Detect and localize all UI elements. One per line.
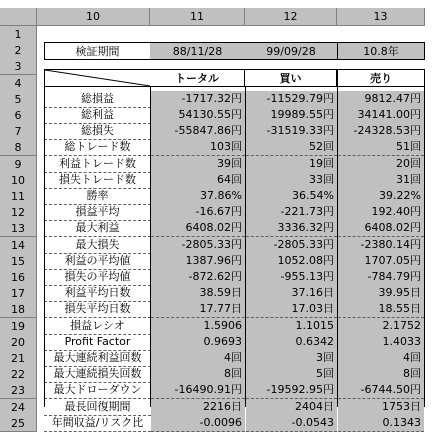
metric-buy-value[interactable]: 37.16日 xyxy=(246,285,337,302)
table-left-border xyxy=(44,87,45,407)
metric-buy-value[interactable]: 33回 xyxy=(246,172,337,189)
metric-buy-value[interactable]: 17.03日 xyxy=(246,301,337,318)
metric-total-value[interactable]: 2216日 xyxy=(151,399,245,416)
metric-total-value[interactable]: -872.62円 xyxy=(151,269,245,286)
metric-sell-value[interactable]: -2380.14円 xyxy=(338,237,424,254)
metric-total-value[interactable]: 4回 xyxy=(151,350,245,367)
row-header-12[interactable]: 12 xyxy=(0,204,37,221)
metric-total-value[interactable]: -16.67円 xyxy=(151,204,245,221)
metric-total-value[interactable]: -16490.91円 xyxy=(151,382,245,399)
metric-sell-value[interactable]: 4回 xyxy=(338,350,424,367)
metric-sell-value[interactable]: 18.55日 xyxy=(338,301,424,318)
metric-label[interactable]: 損失平均日数 xyxy=(44,301,151,318)
metric-total-value[interactable]: -2805.33円 xyxy=(151,237,245,254)
header-diagonal-cell[interactable] xyxy=(44,69,151,87)
header-total[interactable]: トータル xyxy=(150,69,245,87)
period-label[interactable]: 検証期間 xyxy=(44,42,151,60)
row-header-21[interactable]: 21 xyxy=(0,350,37,367)
metric-total-value[interactable]: 1387.96円 xyxy=(151,253,245,270)
metric-label[interactable]: 勝率 xyxy=(44,188,151,205)
metric-total-value[interactable]: 103回 xyxy=(151,139,245,156)
row-header-23[interactable]: 23 xyxy=(0,382,37,399)
metric-buy-value[interactable]: 52回 xyxy=(246,139,337,156)
metric-total-value[interactable]: 8回 xyxy=(151,366,245,383)
row-header-22[interactable]: 22 xyxy=(0,366,37,383)
metric-label[interactable]: 利益平均日数 xyxy=(44,285,151,302)
metric-total-value[interactable]: 54130.55円 xyxy=(151,107,245,124)
header-sell[interactable]: 売り xyxy=(337,69,425,87)
table-col-divider-1 xyxy=(150,87,151,407)
metric-label[interactable]: 利益の平均値 xyxy=(44,253,151,270)
metric-total-value[interactable]: 64回 xyxy=(151,172,245,189)
table-col-divider-2 xyxy=(245,87,246,407)
diagonal-line xyxy=(45,70,150,86)
row-header-15[interactable]: 15 xyxy=(0,253,37,270)
metric-label[interactable]: 最長回復期間 xyxy=(44,399,151,416)
row-header-6[interactable]: 6 xyxy=(0,107,37,124)
metric-label[interactable]: 損失トレード数 xyxy=(44,172,151,189)
row-header-10[interactable]: 10 xyxy=(0,172,37,189)
metric-sell-value[interactable]: 9812.47円 xyxy=(338,91,424,108)
period-start[interactable]: 88/11/28 xyxy=(150,42,245,60)
row-header-16[interactable]: 16 xyxy=(0,269,37,286)
metric-buy-value[interactable]: -11529.79円 xyxy=(246,91,337,108)
metric-label[interactable]: 最大連続損失回数 xyxy=(44,366,151,383)
metric-sell-value[interactable]: 31回 xyxy=(338,172,424,189)
metric-buy-value[interactable]: -955.13円 xyxy=(246,269,337,286)
metric-buy-value[interactable]: 3336.32円 xyxy=(246,220,337,237)
metric-label[interactable]: 最大利益 xyxy=(44,220,151,237)
metric-sell-value[interactable]: -6744.50円 xyxy=(338,382,424,399)
metric-total-value[interactable]: 0.9693 xyxy=(151,334,245,351)
row-header-7[interactable]: 7 xyxy=(0,123,37,140)
metric-label[interactable]: 損益レシオ xyxy=(44,318,151,335)
metric-label[interactable]: 損益平均 xyxy=(44,204,151,221)
row-header-18[interactable]: 18 xyxy=(0,301,37,318)
metric-total-value[interactable]: 1.5906 xyxy=(151,318,245,335)
metric-label[interactable]: 総トレード数 xyxy=(44,139,151,156)
metric-sell-value[interactable]: -784.79円 xyxy=(338,269,424,286)
metric-total-value[interactable]: -0.0096 xyxy=(151,415,245,432)
column-header-12[interactable]: 12 xyxy=(245,8,337,26)
metric-total-value[interactable]: 39回 xyxy=(151,156,245,173)
metric-total-value[interactable]: 37.86% xyxy=(151,188,245,205)
metric-sell-value[interactable]: 192.40円 xyxy=(338,204,424,221)
row-header-9[interactable]: 9 xyxy=(0,156,37,173)
metric-sell-value[interactable]: 2.1752 xyxy=(338,318,424,335)
metric-buy-value[interactable]: -0.0543 xyxy=(246,415,337,432)
metric-sell-value[interactable]: 1753日 xyxy=(338,399,424,416)
metric-label[interactable]: 年間収益/リスク比 xyxy=(44,415,151,432)
metric-sell-value[interactable]: 39.95日 xyxy=(338,285,424,302)
column-header-13[interactable]: 13 xyxy=(337,8,425,26)
header-buy[interactable]: 買い xyxy=(245,69,337,87)
row-header-5[interactable]: 5 xyxy=(0,91,37,108)
metric-buy-value[interactable]: 2404日 xyxy=(246,399,337,416)
metric-buy-value[interactable]: 3回 xyxy=(246,350,337,367)
metric-sell-value[interactable]: 1.4033 xyxy=(338,334,424,351)
metric-buy-value[interactable]: 19989.55円 xyxy=(246,107,337,124)
metric-sell-value[interactable]: 51回 xyxy=(338,139,424,156)
row-header-11[interactable]: 11 xyxy=(0,188,37,205)
row-header-1[interactable]: 1 xyxy=(0,26,37,43)
metric-sell-value[interactable]: 0.1343 xyxy=(338,415,424,432)
metric-total-value[interactable]: -55847.86円 xyxy=(151,123,245,140)
metric-label[interactable]: 最大連続利益回数 xyxy=(44,350,151,367)
metric-sell-value[interactable]: 1707.05円 xyxy=(338,253,424,270)
metric-label[interactable]: 最大損失 xyxy=(44,237,151,254)
metric-label[interactable]: 総損失 xyxy=(44,123,151,140)
metric-buy-value[interactable]: 19回 xyxy=(246,156,337,173)
metric-buy-value[interactable]: -31519.33円 xyxy=(246,123,337,140)
row-header-3[interactable]: 3 xyxy=(0,58,37,75)
row-header-20[interactable]: 20 xyxy=(0,334,37,351)
metric-buy-value[interactable]: 36.54% xyxy=(246,188,337,205)
select-all-corner[interactable] xyxy=(0,8,37,26)
metric-buy-value[interactable]: -19592.95円 xyxy=(246,382,337,399)
metric-label[interactable]: 総利益 xyxy=(44,107,151,124)
metric-buy-value[interactable]: 1052.08円 xyxy=(246,253,337,270)
metric-label[interactable]: 利益トレード数 xyxy=(44,156,151,173)
row-header-13[interactable]: 13 xyxy=(0,220,37,237)
row-header-24[interactable]: 24 xyxy=(0,399,37,416)
row-header-8[interactable]: 8 xyxy=(0,139,37,156)
metric-buy-value[interactable]: 1.1015 xyxy=(246,318,337,335)
metric-sell-value[interactable]: 34141.00円 xyxy=(338,107,424,124)
metric-label[interactable]: 総損益 xyxy=(44,91,151,108)
table-right-border xyxy=(424,87,425,407)
metric-buy-value[interactable]: 5回 xyxy=(246,366,337,383)
metric-total-value[interactable]: 6408.02円 xyxy=(151,220,245,237)
row-header-25[interactable]: 25 xyxy=(0,415,37,432)
metric-label[interactable]: Profit Factor xyxy=(44,334,151,351)
period-years[interactable]: 10.8年 xyxy=(337,42,425,60)
metric-sell-value[interactable]: 8回 xyxy=(338,366,424,383)
row-header-2[interactable]: 2 xyxy=(0,42,37,59)
row-header-14[interactable]: 14 xyxy=(0,237,37,254)
metric-sell-value[interactable]: 6408.02円 xyxy=(338,220,424,237)
metric-total-value[interactable]: -1717.32円 xyxy=(151,91,245,108)
row-header-4[interactable]: 4 xyxy=(0,75,37,92)
row-header-19[interactable]: 19 xyxy=(0,318,37,335)
metric-label[interactable]: 損失の平均値 xyxy=(44,269,151,286)
column-header-11[interactable]: 11 xyxy=(150,8,245,26)
metric-total-value[interactable]: 17.77日 xyxy=(151,301,245,318)
metric-buy-value[interactable]: -221.73円 xyxy=(246,204,337,221)
metric-label[interactable]: 最大ドローダウン xyxy=(44,382,151,399)
metric-buy-value[interactable]: 0.6342 xyxy=(246,334,337,351)
metric-sell-value[interactable]: 39.22% xyxy=(338,188,424,205)
row-header-17[interactable]: 17 xyxy=(0,285,37,302)
metric-sell-value[interactable]: 20回 xyxy=(338,156,424,173)
column-header-10[interactable]: 10 xyxy=(37,8,150,26)
table-col-divider-3 xyxy=(337,87,338,407)
metric-sell-value[interactable]: -24328.53円 xyxy=(338,123,424,140)
metric-buy-value[interactable]: -2805.33円 xyxy=(246,237,337,254)
period-end[interactable]: 99/09/28 xyxy=(245,42,337,60)
metric-total-value[interactable]: 38.59日 xyxy=(151,285,245,302)
